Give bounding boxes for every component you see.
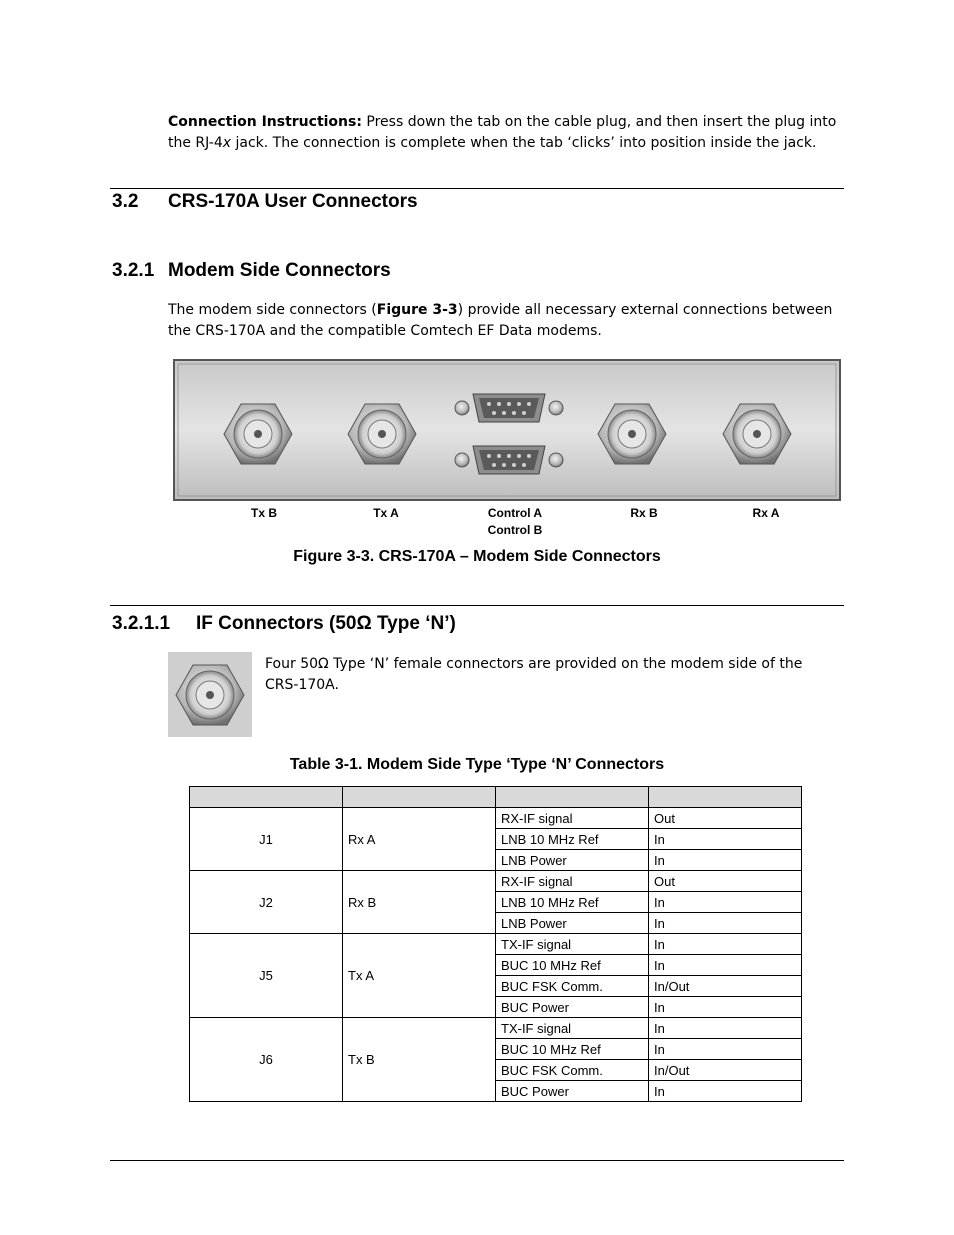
section-title-32: CRS-170A User Connectors [168,191,418,212]
section-number-32: 3.2 [112,191,139,212]
connector-ref-cell: J5 [190,934,343,1018]
n-connector-thumbnail [168,652,252,737]
connector-panel-image [172,356,842,504]
modem-side-paragraph [168,300,844,342]
direction-cell: In/Out [649,1060,802,1081]
signal-cell: RX-IF signal [496,808,649,829]
table-header-row [190,787,802,808]
table-row [190,808,802,829]
signal-cell: LNB Power [496,850,649,871]
label-tx-a: Tx A [373,506,399,520]
signal-cell: LNB 10 MHz Ref [496,892,649,913]
section-title-321: Modem Side Connectors [168,260,391,281]
connector-name-cell: Tx B [343,1018,496,1102]
connection-instructions-italic: x [222,135,232,151]
direction-cell: In [649,892,802,913]
signal-cell: BUC Power [496,997,649,1018]
direction-cell: In [649,955,802,976]
connector-name-cell: Tx A [343,934,496,1018]
label-control-a: Control A [487,506,543,520]
table-row [190,934,802,955]
table-header-cell [343,787,496,808]
footer-rule [110,1160,844,1161]
direction-cell: In [649,1039,802,1060]
connection-instructions-text-a: Press down the tab on the cable plug, and then insert the plug into the RJ-4 [168,114,837,151]
table-caption: Table 3-1. Modem Side Type ‘Type ‘N’ Connectors [289,756,665,773]
connector-name-cell: Rx A [343,808,496,871]
direction-cell: In [649,1018,802,1039]
signal-cell: BUC 10 MHz Ref [496,955,649,976]
modem-side-paragraph-b: ) provide all necessary external connections between the CRS-170A and the compatible Comtech EF Data modems. [168,302,833,339]
connector-table [189,786,802,1102]
section-heading-3211 [112,613,456,635]
modem-side-paragraph-a: The modem side connectors ( [168,302,377,318]
connection-instructions-label: Connection Instructions: [168,114,362,130]
signal-cell: LNB 10 MHz Ref [496,829,649,850]
table-row [190,871,802,892]
figure-reference-link: Figure 3-3 [376,302,458,318]
figure-caption: Figure 3-3. CRS-170A – Modem Side Connectors [293,548,661,565]
label-rx-b: Rx B [630,506,658,520]
section-rule-32 [110,188,844,189]
signal-cell: RX-IF signal [496,871,649,892]
direction-cell: In [649,850,802,871]
label-control-b: Control B [487,523,543,537]
connector-ref-cell: J1 [190,808,343,871]
signal-cell: BUC FSK Comm. [496,1060,649,1081]
direction-cell: In [649,934,802,955]
direction-cell: Out [649,808,802,829]
signal-cell: TX-IF signal [496,934,649,955]
signal-cell: LNB Power [496,913,649,934]
direction-cell: In/Out [649,976,802,997]
signal-cell: BUC 10 MHz Ref [496,1039,649,1060]
section-title-3211: IF Connectors (50Ω Type ‘N’) [196,613,456,634]
signal-cell: BUC FSK Comm. [496,976,649,997]
if-connectors-paragraph: Four 50Ω Type ‘N’ female connectors are provided on the modem side of the CRS-170A. [265,656,803,693]
signal-cell: TX-IF signal [496,1018,649,1039]
direction-cell: In [649,997,802,1018]
connector-ref-cell: J2 [190,871,343,934]
label-tx-b: Tx B [250,506,277,520]
connector-ref-cell: J6 [190,1018,343,1102]
signal-cell: BUC Power [496,1081,649,1102]
section-rule-3211 [110,605,844,606]
table-header-cell [190,787,343,808]
table-header-cell [649,787,802,808]
n-connector-thumbnail-icon [168,652,252,737]
connection-instructions [168,112,844,154]
direction-cell: Out [649,871,802,892]
section-heading-321 [112,260,391,282]
table-header-cell [496,787,649,808]
section-heading-32 [112,191,418,213]
section-number-321: 3.2.1 [112,260,155,281]
section-number-3211: 3.2.1.1 [112,613,171,634]
direction-cell: In [649,1081,802,1102]
connection-instructions-text-b: jack. The connection is complete when the tab ‘clicks’ into position inside the jack. [231,135,817,151]
label-rx-a: Rx A [752,506,780,520]
direction-cell: In [649,829,802,850]
direction-cell: In [649,913,802,934]
table-row [190,1018,802,1039]
connector-panel-figure [172,356,842,504]
connector-name-cell: Rx B [343,871,496,934]
